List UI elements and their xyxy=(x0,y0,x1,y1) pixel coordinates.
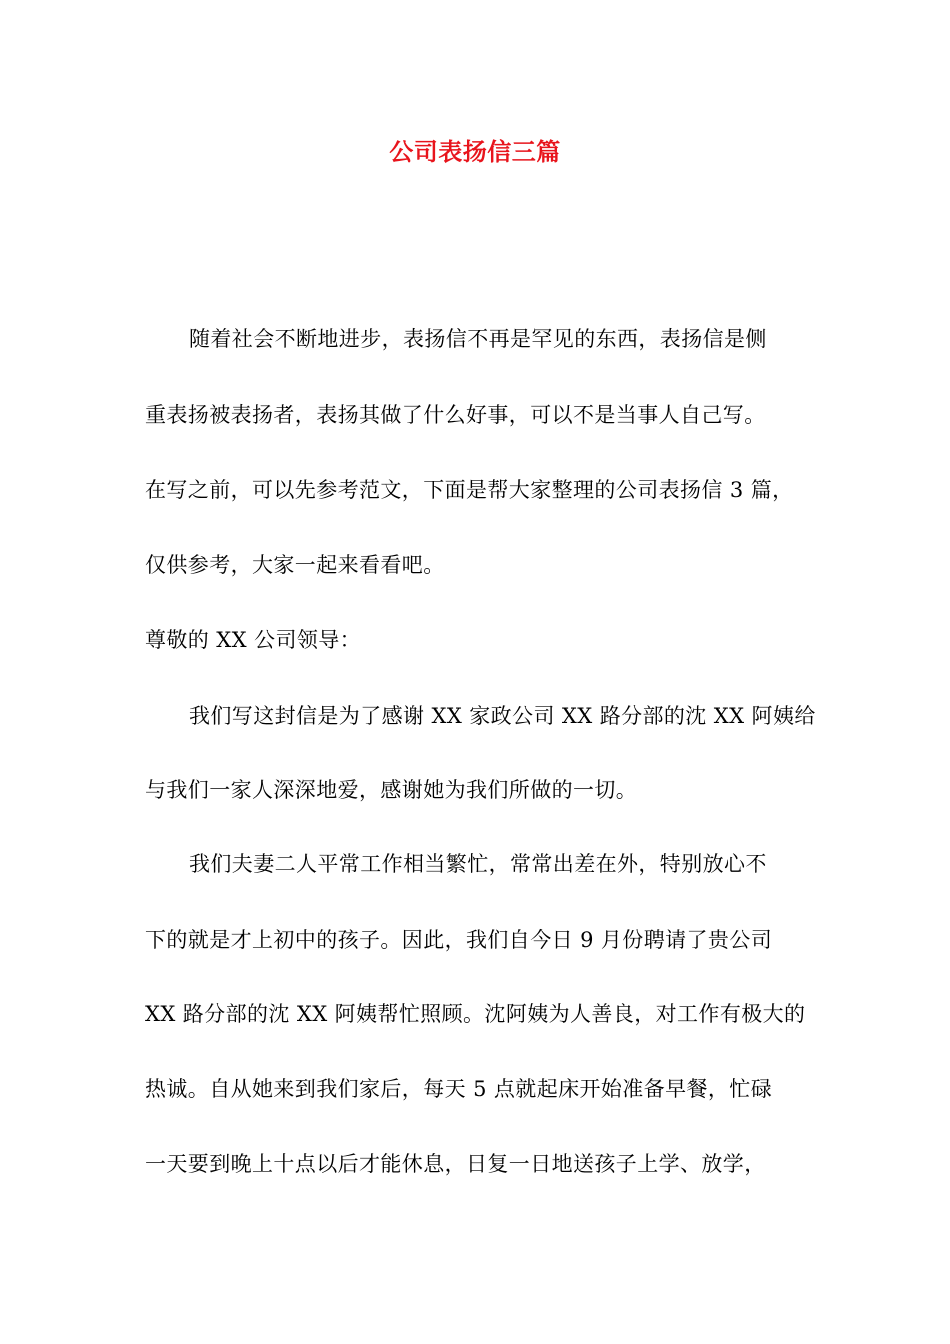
paragraph-line: 一天要到晚上十点以后才能休息，日复一日地送孩子上学、放学， xyxy=(145,1152,766,1176)
paragraph-line: 热诚。自从她来到我们家后，每天 5 点就起床开始准备早餐，忙碌 xyxy=(145,1077,773,1101)
salutation-line: 尊敬的 XX 公司领导： xyxy=(145,628,362,652)
paragraph-line: XX 路分部的沈 XX 阿姨帮忙照顾。沈阿姨为人善良，对工作有极大的 xyxy=(145,1002,806,1026)
paragraph-line: 与我们一家人深深地爱，感谢她为我们所做的一切。 xyxy=(145,778,638,802)
paragraph-line: 下的就是才上初中的孩子。因此，我们自今日 9 月份聘请了贵公司 xyxy=(145,928,773,952)
paragraph-line: 在写之前，可以先参考范文，下面是帮大家整理的公司表扬信 3 篇， xyxy=(145,478,794,502)
paragraph-line: 我们写这封信是为了感谢 XX 家政公司 XX 路分部的沈 XX 阿姨给 xyxy=(189,704,816,728)
paragraph-line: 重表扬被表扬者，表扬其做了什么好事，可以不是当事人自己写。 xyxy=(145,403,766,427)
document-title: 公司表扬信三篇 xyxy=(389,138,561,166)
paragraph-line: 随着社会不断地进步，表扬信不再是罕见的东西，表扬信是侧 xyxy=(189,327,767,351)
paragraph-line: 我们夫妻二人平常工作相当繁忙，常常出差在外，特别放心不 xyxy=(189,852,767,876)
paragraph-line: 仅供参考，大家一起来看看吧。 xyxy=(145,553,445,577)
